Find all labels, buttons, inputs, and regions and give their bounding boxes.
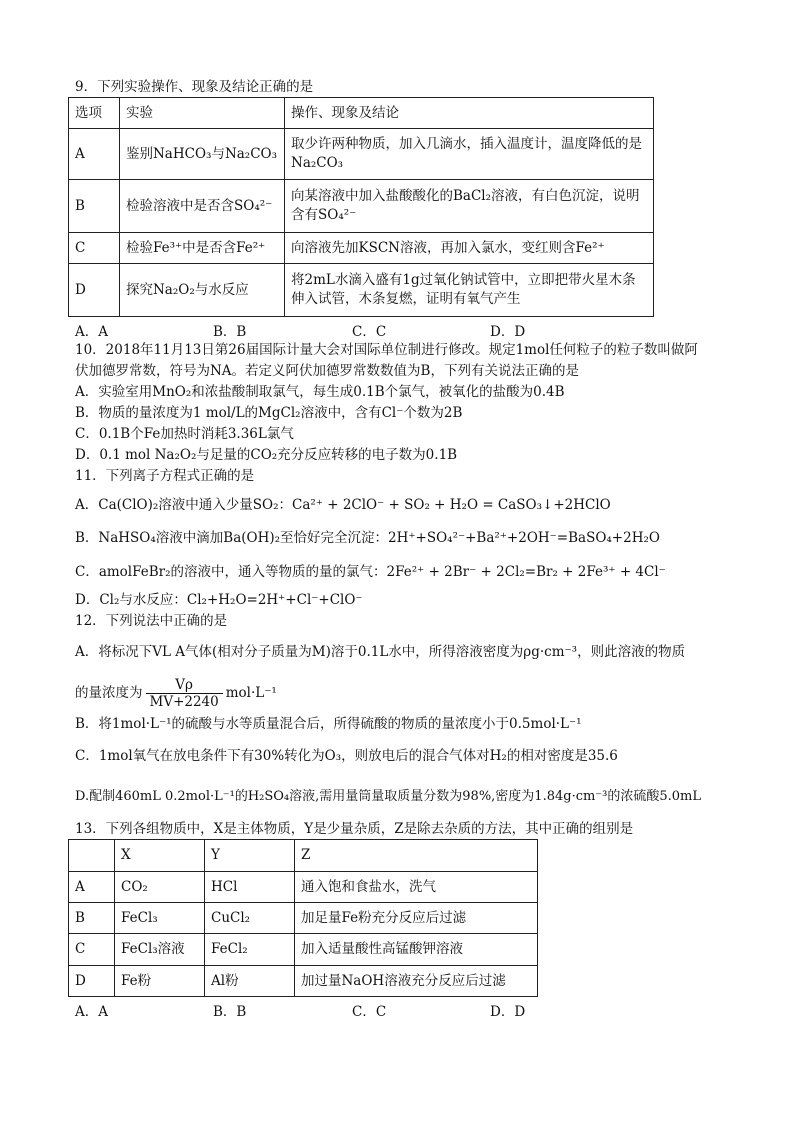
- q9-answer-d: D．D: [490, 324, 526, 340]
- table-row: [69, 233, 654, 264]
- q12-fraction: [146, 677, 223, 710]
- q13-header-y: Y: [205, 840, 295, 872]
- q12-option-a-unit: mol·L⁻¹: [225, 685, 277, 701]
- q9-header-experiment: 实验: [120, 98, 285, 129]
- q9-row-c-experiment: 检验Fe³⁺中是否含Fe²⁺: [120, 233, 285, 264]
- q9-row-a-experiment: 鉴别NaHCO₃与Na₂CO₃: [120, 129, 285, 180]
- q12-fraction-denominator: MV+2240: [149, 694, 219, 710]
- q12-option-d: D.配制460mL 0.2mol·L⁻¹的H₂SO₄溶液,需用量筒量取质量分数为98%,密度为1.84g·cm⁻³的浓硫酸5.0mL: [75, 789, 702, 804]
- q11-stem: 11．下列离子方程式正确的是: [75, 468, 255, 484]
- q12-option-c: C．1mol氧气在放电条件下有30%转化为O₃，则放电后的混合气体对H₂的相对密度是35.6: [75, 748, 618, 764]
- q13-header-x: X: [115, 840, 205, 872]
- q13-header-row: [69, 840, 538, 872]
- q13-row-a-z: 通入饱和食盐水，洗气: [295, 872, 538, 903]
- q13-stem: 13．下列各组物质中，X是主体物质，Y是少量杂质，Z是除去杂质的方法，其中正确的组别是: [75, 821, 634, 837]
- q13-answer-b: B．B: [213, 1004, 247, 1020]
- q13-answer-c: C．C: [352, 1004, 387, 1020]
- q13-row-b-z: 加足量Fe粉充分反应后过滤: [295, 903, 538, 934]
- q10-option-c: C．0.1B个Fe加热时消耗3.36L氯气: [75, 426, 294, 442]
- q13-header-z: Z: [295, 840, 538, 872]
- q13-answer-d: D．D: [490, 1004, 526, 1020]
- q10-option-a: A．实验室用MnO₂和浓盐酸制取氯气，每生成0.1B个氯气，被氧化的盐酸为0.4B: [75, 384, 565, 400]
- q9-row-d-option: D: [69, 264, 120, 317]
- q13-answer-a: A．A: [75, 1004, 108, 1020]
- q11-option-c: C．amolFeBr₂的溶液中，通入等物质的量的氯气：2Fe²⁺ + 2Br⁻ + 2Cl₂=Br₂ + 2Fe³⁺ + 4Cl⁻: [75, 564, 666, 580]
- q11-option-d: D．Cl₂与水反应：Cl₂+H₂O=2H⁺+Cl⁻+ClO⁻: [75, 592, 363, 608]
- q13-row-b-y: CuCl₂: [205, 903, 295, 934]
- q12-option-a-line1: A．将标况下VL A气体(相对分子质量为M)溶于0.1L水中，所得溶液密度为ρg·cm⁻³，则此溶液的物质: [75, 644, 686, 660]
- q13-header-blank: [69, 840, 115, 872]
- q9-answer-a: A．A: [75, 324, 108, 340]
- q13-row-a-option: A: [69, 872, 115, 903]
- q9-row-c-option: C: [69, 233, 120, 264]
- q9-row-d-experiment: 探究Na₂O₂与水反应: [120, 264, 285, 317]
- q9-answer-b: B．B: [213, 324, 247, 340]
- q13-row-d-z: 加过量NaOH溶液充分反应后过滤: [295, 966, 538, 997]
- q9-title: 9．下列实验操作、现象及结论正确的是: [75, 79, 314, 95]
- q9-header-result: 操作、现象及结论: [285, 98, 654, 129]
- table-row: [69, 180, 654, 233]
- q10-stem-line2: 伏加德罗常数，符号为NA。若定义阿伏加德罗常数数值为B，下列有关说法正确的是: [75, 363, 579, 379]
- table-row: [69, 872, 538, 903]
- q9-row-a-option: A: [69, 129, 120, 180]
- table-row: [69, 129, 654, 180]
- q13-row-a-y: HCl: [205, 872, 295, 903]
- table-row: [69, 966, 538, 997]
- q13-row-b-option: B: [69, 903, 115, 934]
- q10-option-d: D．0.1 mol Na₂O₂与足量的CO₂充分反应转移的电子数为0.1B: [75, 447, 458, 463]
- q13-table: [68, 839, 538, 997]
- q13-row-d-y: Al粉: [205, 966, 295, 997]
- q9-header-row: [69, 98, 654, 129]
- q13-row-d-x: Fe粉: [115, 966, 205, 997]
- q10-stem-line1: 10．2018年11月13日第26届国际计量大会对国际单位制进行修改。规定1mol任何粒子的粒子数叫做阿: [75, 342, 698, 358]
- q12-option-b: B．将1mol·L⁻¹的硫酸与水等质量混合后，所得硫酸的物质的量浓度小于0.5mol·L⁻¹: [75, 716, 582, 732]
- q12-option-a-line2: [75, 675, 277, 711]
- q13-row-c-option: C: [69, 934, 115, 966]
- q12-option-a-prefix: 的量浓度为: [75, 685, 143, 701]
- q13-row-c-x: FeCl₃溶液: [115, 934, 205, 966]
- q9-row-a-result: 取少许两种物质，加入几滴水，插入温度计，温度降低的是Na₂CO₃: [285, 129, 654, 180]
- q9-row-b-option: B: [69, 180, 120, 233]
- q13-row-c-y: FeCl₂: [205, 934, 295, 966]
- q13-row-c-z: 加入适量酸性高锰酸钾溶液: [295, 934, 538, 966]
- q11-option-a: A．Ca(ClO)₂溶液中通入少量SO₂：Ca²⁺ + 2ClO⁻ + SO₂ + H₂O = CaSO₃↓+2HClO: [75, 497, 611, 513]
- q12-fraction-numerator: Vρ: [146, 677, 223, 694]
- q9-row-c-result: 向溶液先加KSCN溶液，再加入氯水，变红则含Fe²⁺: [285, 233, 654, 264]
- q9-row-d-result: 将2mL水滴入盛有1g过氧化钠试管中，立即把带火星木条伸入试管，木条复燃，证明有氧气产生: [285, 264, 654, 317]
- q9-answer-c: C．C: [352, 324, 387, 340]
- q13-row-d-option: D: [69, 966, 115, 997]
- q9-row-b-result: 向某溶液中加入盐酸酸化的BaCl₂溶液，有白色沉淀，说明含有SO₄²⁻: [285, 180, 654, 233]
- q9-header-option: 选项: [69, 98, 120, 129]
- q13-row-a-x: CO₂: [115, 872, 205, 903]
- q12-stem: 12．下列说法中正确的是: [75, 613, 228, 629]
- q9-table: [68, 97, 654, 317]
- table-row: [69, 934, 538, 966]
- q13-row-b-x: FeCl₃: [115, 903, 205, 934]
- table-row: [69, 903, 538, 934]
- table-row: [69, 264, 654, 317]
- q11-option-b: B．NaHSO₄溶液中滴加Ba(OH)₂至恰好完全沉淀：2H⁺+SO₄²⁻+Ba²⁺+2OH⁻=BaSO₄+2H₂O: [75, 530, 660, 546]
- q9-row-b-experiment: 检验溶液中是否含SO₄²⁻: [120, 180, 285, 233]
- q10-option-b: B．物质的量浓度为1 mol/L的MgCl₂溶液中，含有Cl⁻个数为2B: [75, 405, 463, 421]
